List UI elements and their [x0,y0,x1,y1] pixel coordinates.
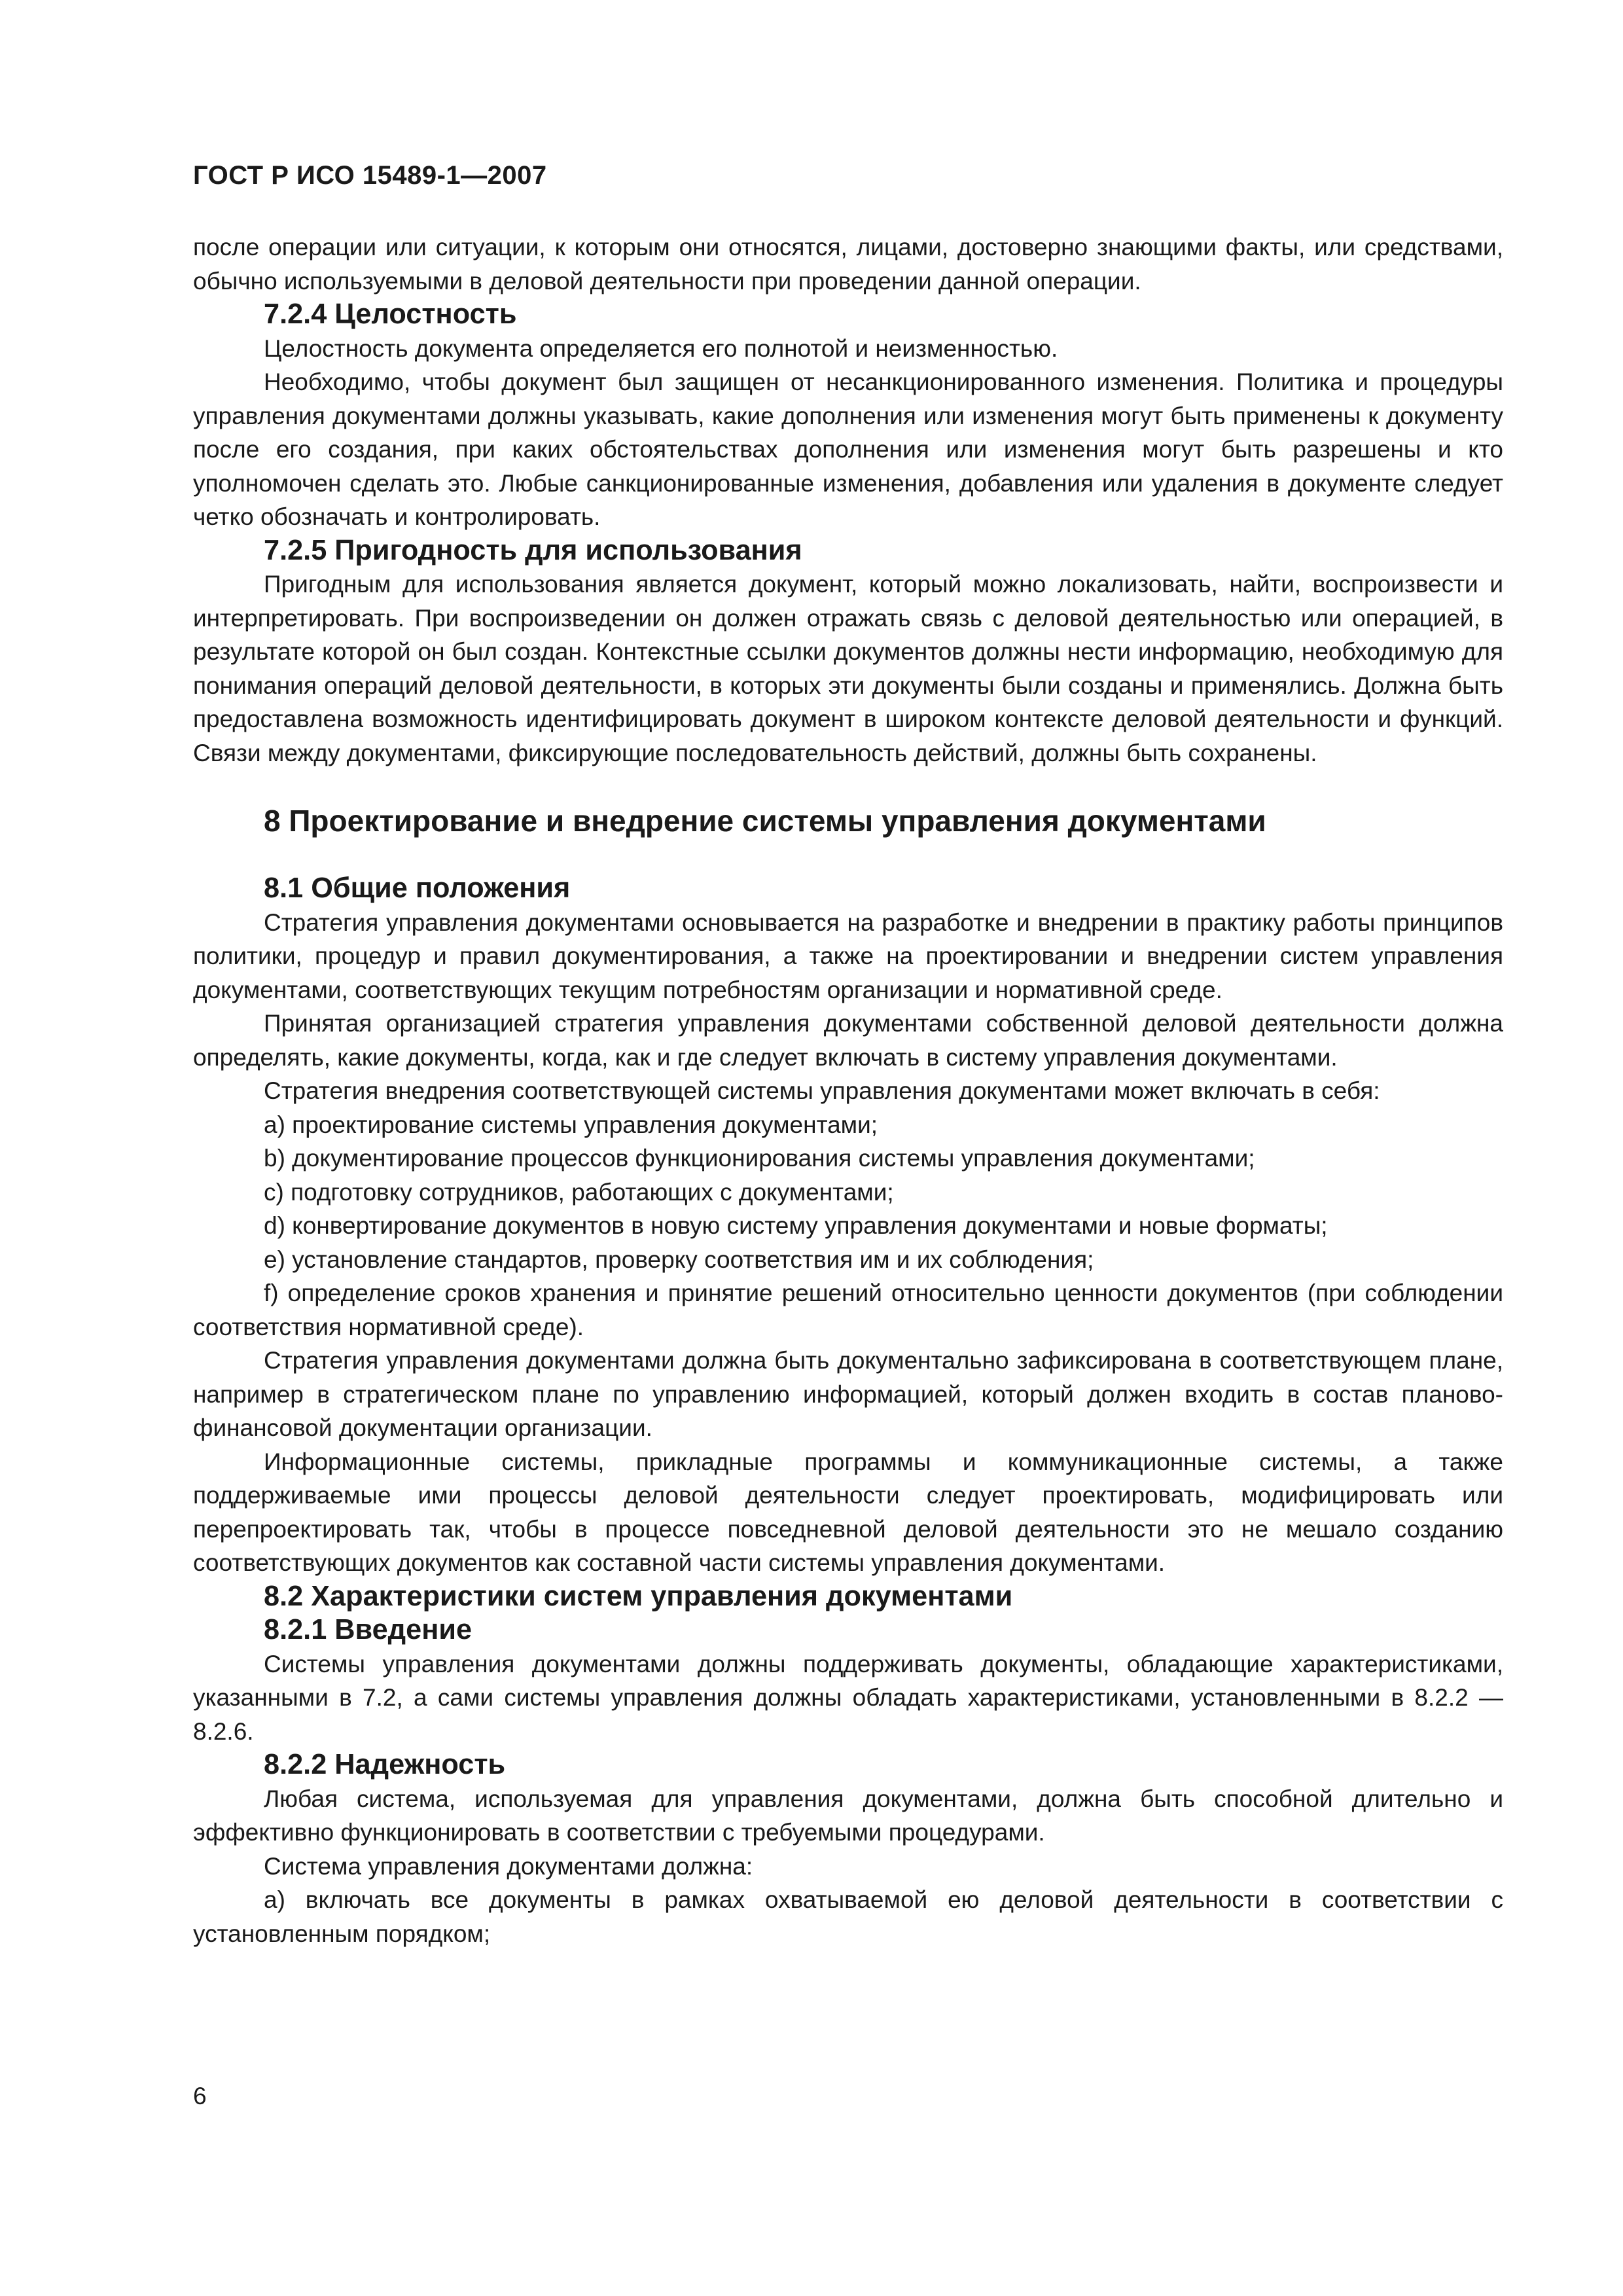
paragraph: Необходимо, чтобы документ был защищен от несанкционированного изменения. Политика и процедуры управления документами должны указывать, какие дополнения или изменения могут быть применены к документу после его создания, при каких обстоятельствах дополнения или изменения могут быть разрешены и кто уполномочен сделать это. Любые санкционированные изменения, добавления или удаления в документе следует четко обозначать и контролировать. [193,368,1503,530]
subsection-title-7-2-4: 7.2.4 Целостность [264,298,517,330]
subsection-title-8-1: 8.1 Общие положения [264,872,571,904]
paragraph: Любая система, используемая для управления документами, должна быть способной длительно и эффективно функционировать в соответствии с требуемыми процедурами. [193,1785,1503,1846]
subsection-title-8-2: 8.2 Характеристики систем управления документами [264,1580,1013,1612]
list-item: e) установление стандартов, проверку соответствия им и их соблюдения; [264,1246,1094,1273]
list-item: a) включать все документы в рамках охватываемой ею деловой деятельности в соответствии с установленным порядком; [193,1886,1503,1947]
paragraph: Системы управления документами должны поддерживать документы, обладающие характеристиками, указанными в 7.2, а сами системы управления должны обладать характеристиками, установленными в 8.2.2 — 8.2.6. [193,1650,1503,1745]
subsection-title-7-2-5: 7.2.5 Пригодность для использования [264,534,802,566]
paragraph: Пригодным для использования является документ, который можно локализовать, найти, воспроизвести и интерпретировать. При воспроизведении он должен отражать связь с деловой деятельностью или операцией, в результате которой он был создан. Контекстные ссылки документов должны нести информацию, необходимую для понимания операций деловой деятельности, в которых эти документы были созданы и применялись. Должна быть предоставлена возможность идентифицировать документ в широком контексте деловой деятельности и функций. Связи между документами, фиксирующие последовательность действий, должны быть сохранены. [193,571,1503,766]
page-number: 6 [193,2083,207,2109]
paragraph: Система управления документами должна: [264,1852,753,1880]
paragraph: Принятая организацией стратегия управления документами собственной деловой деятельности должна определять, какие документы, когда, как и где следует включать в систему управления документами. [193,1010,1503,1071]
list-item: a) проектирование системы управления документами; [264,1111,878,1138]
section-title-8: 8 Проектирование и внедрение системы управления документами [264,804,1266,838]
paragraph: Стратегия внедрения соответствующей системы управления документами может включать в себя: [264,1077,1380,1104]
running-header-doc-code: ГОСТ Р ИСО 15489-1—2007 [193,161,547,190]
paragraph-continued: после операции или ситуации, к которым они относятся, лицами, достоверно знающими факты, или средствами, обычно используемыми в деловой деятельности при проведении данной операции. [193,234,1503,295]
subsection-title-8-2-2: 8.2.2 Надежность [264,1749,506,1780]
list-item: d) конвертирование документов в новую систему управления документами и новые форматы; [264,1212,1328,1239]
list-item: b) документирование процессов функционирования системы управления документами; [264,1145,1255,1172]
list-item: f) определение сроков хранения и принятие решений относительно ценности документов (при соблюдении соответствия нормативной среде). [193,1280,1503,1340]
document-body [193,230,1503,1950]
paragraph: Целостность документа определяется его полнотой и неизменностью. [264,334,1058,362]
paragraph: Стратегия управления документами должна быть документально зафиксирована в соответствующем плане, например в стратегическом плане по управлению информацией, который должен входить в состав планово-финансовой документации организации. [193,1347,1503,1441]
paragraph: Стратегия управления документами основывается на разработке и внедрении в практику работы принципов политики, процедур и правил документирования, а также на проектировании и внедрении систем управления документами, соответствующих текущим потребностям организации и нормативной среде. [193,908,1503,1003]
paragraph: Информационные системы, прикладные программы и коммуникационные системы, а также поддерживаемые ими процессы деловой деятельности следует проектировать, модифицировать или перепроектировать так, чтобы в процессе повседневной деловой деятельности это не мешало созданию соответствующих документов как составной части системы управления документами. [193,1448,1503,1576]
list-item: c) подготовку сотрудников, работающих с документами; [264,1178,894,1206]
subsection-title-8-2-1: 8.2.1 Введение [264,1614,473,1645]
